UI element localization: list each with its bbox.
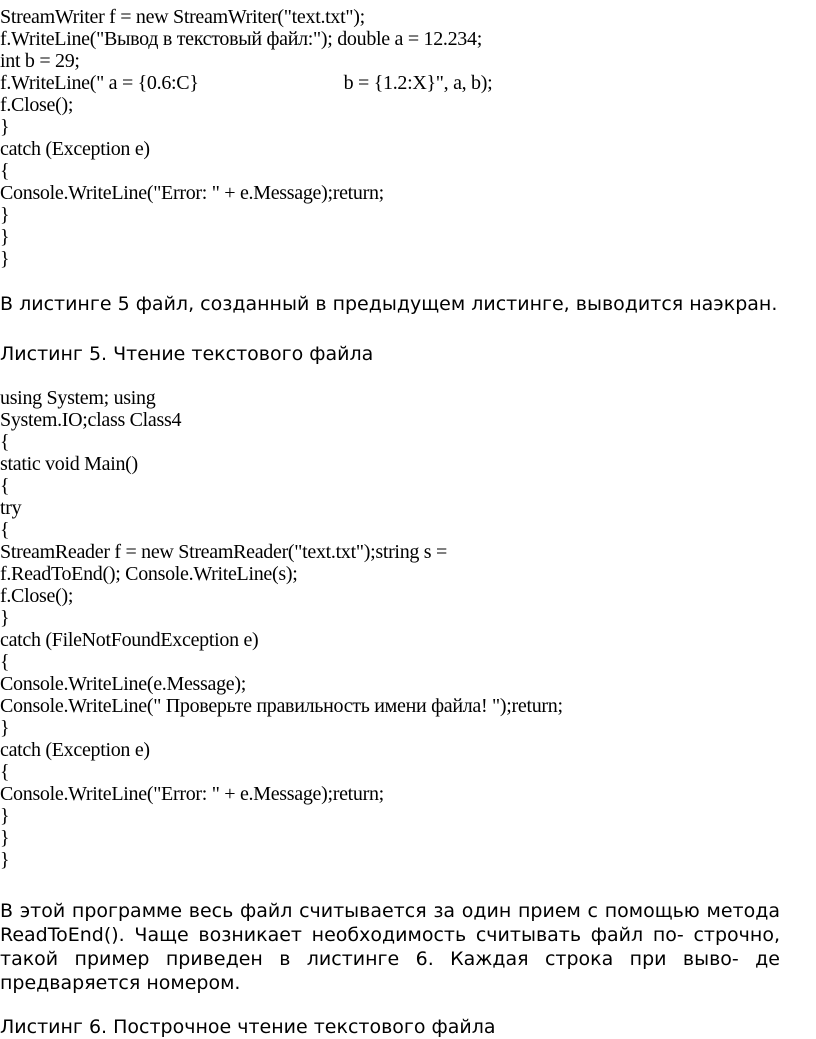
code-line: StreamReader f = new StreamReader("text.txt");string s =	[0, 541, 447, 563]
code-line: }	[0, 248, 10, 270]
code-line: static void Main()	[0, 453, 138, 475]
code-line: using System; using	[0, 387, 156, 409]
code-line: catch (Exception e)	[0, 138, 150, 160]
listing-caption: Листинг 6. Построчное чтение текстового файла	[0, 1016, 496, 1038]
code-line: catch (Exception e)	[0, 739, 150, 761]
code-line: f.WriteLine("Вывод в текстовый файл:"); double a = 12.234;	[0, 28, 482, 50]
code-line: {	[0, 519, 10, 541]
code-line: int b = 29;	[0, 50, 80, 72]
code-line: try	[0, 497, 22, 519]
body-paragraph: В этой программе весь файл считывается за один прием с помощью метода ReadToEnd(). Чаще возникает необходимость считывать файл по- строчно, такой пример приведен в листинге 6. Каждая строка при выво- де предваряется номером.	[0, 900, 780, 994]
code-line: Console.WriteLine("Error: " + e.Message);return;	[0, 182, 384, 204]
code-line: Console.WriteLine(e.Message);	[0, 673, 246, 695]
code-line-part: f.WriteLine(" a = {0.6:C}	[0, 72, 199, 94]
code-line: Console.WriteLine(" Проверьте правильность имени файла! ");return;	[0, 695, 563, 717]
code-line: {	[0, 431, 10, 453]
code-line: }	[0, 849, 10, 871]
code-line: {	[0, 475, 10, 497]
code-line: f.ReadToEnd(); Console.WriteLine(s);	[0, 563, 298, 585]
code-line: {	[0, 160, 10, 182]
code-line: f.Close();	[0, 585, 74, 607]
code-line-split	[0, 72, 492, 94]
code-line: catch (FileNotFoundException e)	[0, 629, 259, 651]
code-line: {	[0, 651, 10, 673]
code-line: }	[0, 717, 10, 739]
code-line: }	[0, 204, 10, 226]
code-line-part: b = {1.2:X}", a, b);	[343, 72, 493, 94]
code-line: }	[0, 805, 10, 827]
code-line: }	[0, 607, 10, 629]
code-line: }	[0, 827, 10, 849]
body-paragraph: В листинге 5 файл, созданный в предыдущем листинге, выводится наэкран.	[0, 293, 778, 315]
code-line: }	[0, 116, 10, 138]
code-line: f.Close();	[0, 94, 74, 116]
code-line: Console.WriteLine("Error: " + e.Message);return;	[0, 783, 384, 805]
code-line: {	[0, 761, 10, 783]
listing-caption: Листинг 5. Чтение текстового файла	[0, 343, 374, 365]
code-listing-4-tail	[0, 6, 492, 270]
code-line: }	[0, 226, 10, 248]
code-line: StreamWriter f = new StreamWriter("text.txt");	[0, 6, 365, 28]
code-listing-5	[0, 387, 563, 871]
code-line: System.IO;class Class4	[0, 409, 182, 431]
